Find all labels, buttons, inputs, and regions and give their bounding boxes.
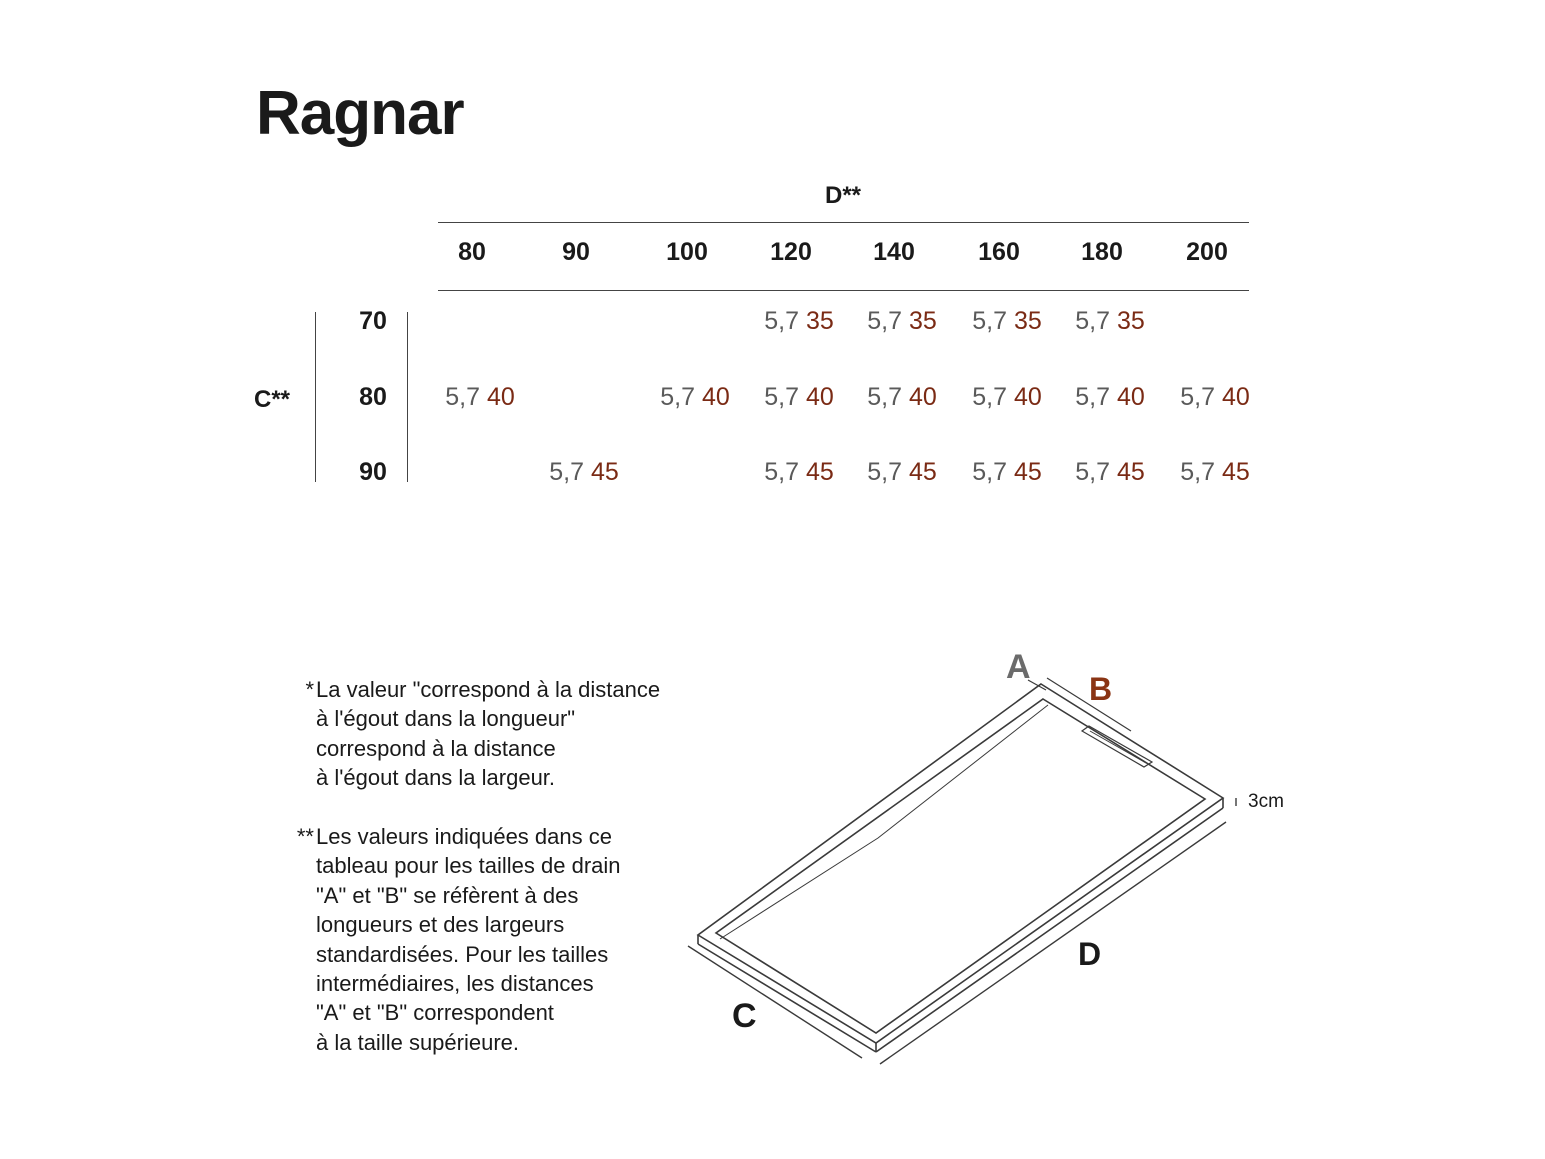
value-b: 35 [805,307,834,335]
value-b: 45 [908,458,937,486]
footnote-text: La valeur "correspond à la distance à l'égout dans la longueur" correspond à la distance à l'égout dans la largeur. [316,677,661,791]
thickness-label: 3cm [1248,791,1284,812]
value-a: 5,7 [1075,458,1110,486]
column-header: 200 [1186,238,1228,266]
value-a: 5,7 [867,383,902,411]
footnote-text: Les valeurs indiquées dans ce tableau pour les tailles de drain "A" et "B" se réfèrent à des longueurs et des largeurs standardisées. Pour les tailles intermédiaires, les distances "A" et "B" correspondent à la taille supérieure. [316,824,621,1055]
value-b: 40 [486,383,515,411]
value-b: 40 [1116,383,1145,411]
column-group-label: D** [824,182,861,209]
column-header: 180 [1081,238,1123,266]
value-b: 40 [1013,383,1042,411]
value-a: 5,7 [445,383,480,411]
value-b: 35 [1013,307,1042,335]
row-header: 80 [359,383,387,411]
value-b: 40 [701,383,730,411]
tray-inner-lip [720,705,1048,939]
dimension-line-d [880,822,1226,1064]
value-a: 5,7 [972,458,1007,486]
label-d: D [1078,936,1102,972]
row-header: 70 [359,307,387,335]
value-a: 5,7 [867,458,902,486]
footnote-marker: ** [296,824,314,849]
value-a: 5,7 [549,458,584,486]
tray-side-bottom [876,808,1223,1052]
value-b: 35 [1116,307,1145,335]
value-b: 40 [805,383,834,411]
value-a: 5,7 [1180,458,1215,486]
value-b: 35 [908,307,937,335]
dimension-line-c [688,946,862,1058]
column-header: 100 [666,238,708,266]
value-a: 5,7 [972,307,1007,335]
footnote-marker: * [305,677,314,702]
column-header: 140 [873,238,915,266]
value-a: 5,7 [972,383,1007,411]
value-b: 45 [1221,458,1250,486]
label-b: B [1089,671,1113,707]
value-a: 5,7 [764,458,799,486]
column-header: 80 [458,238,486,266]
value-b: 45 [805,458,834,486]
label-c: C [732,997,757,1035]
value-b: 45 [590,458,619,486]
value-b: 40 [908,383,937,411]
value-b: 40 [1221,383,1250,411]
page-title: Ragnar [256,79,464,148]
value-a: 5,7 [764,307,799,335]
value-b: 45 [1116,458,1145,486]
value-a: 5,7 [1075,383,1110,411]
row-group-label: C** [254,386,291,413]
tray-front-bottom [698,944,876,1052]
value-a: 5,7 [660,383,695,411]
value-a: 5,7 [867,307,902,335]
column-header: 90 [562,238,590,266]
column-header: 120 [770,238,812,266]
row-header: 90 [359,458,387,486]
value-a: 5,7 [1180,383,1215,411]
label-a: A [1006,648,1031,686]
value-a: 5,7 [1075,307,1110,335]
column-header: 160 [978,238,1020,266]
value-a: 5,7 [764,383,799,411]
value-b: 45 [1013,458,1042,486]
